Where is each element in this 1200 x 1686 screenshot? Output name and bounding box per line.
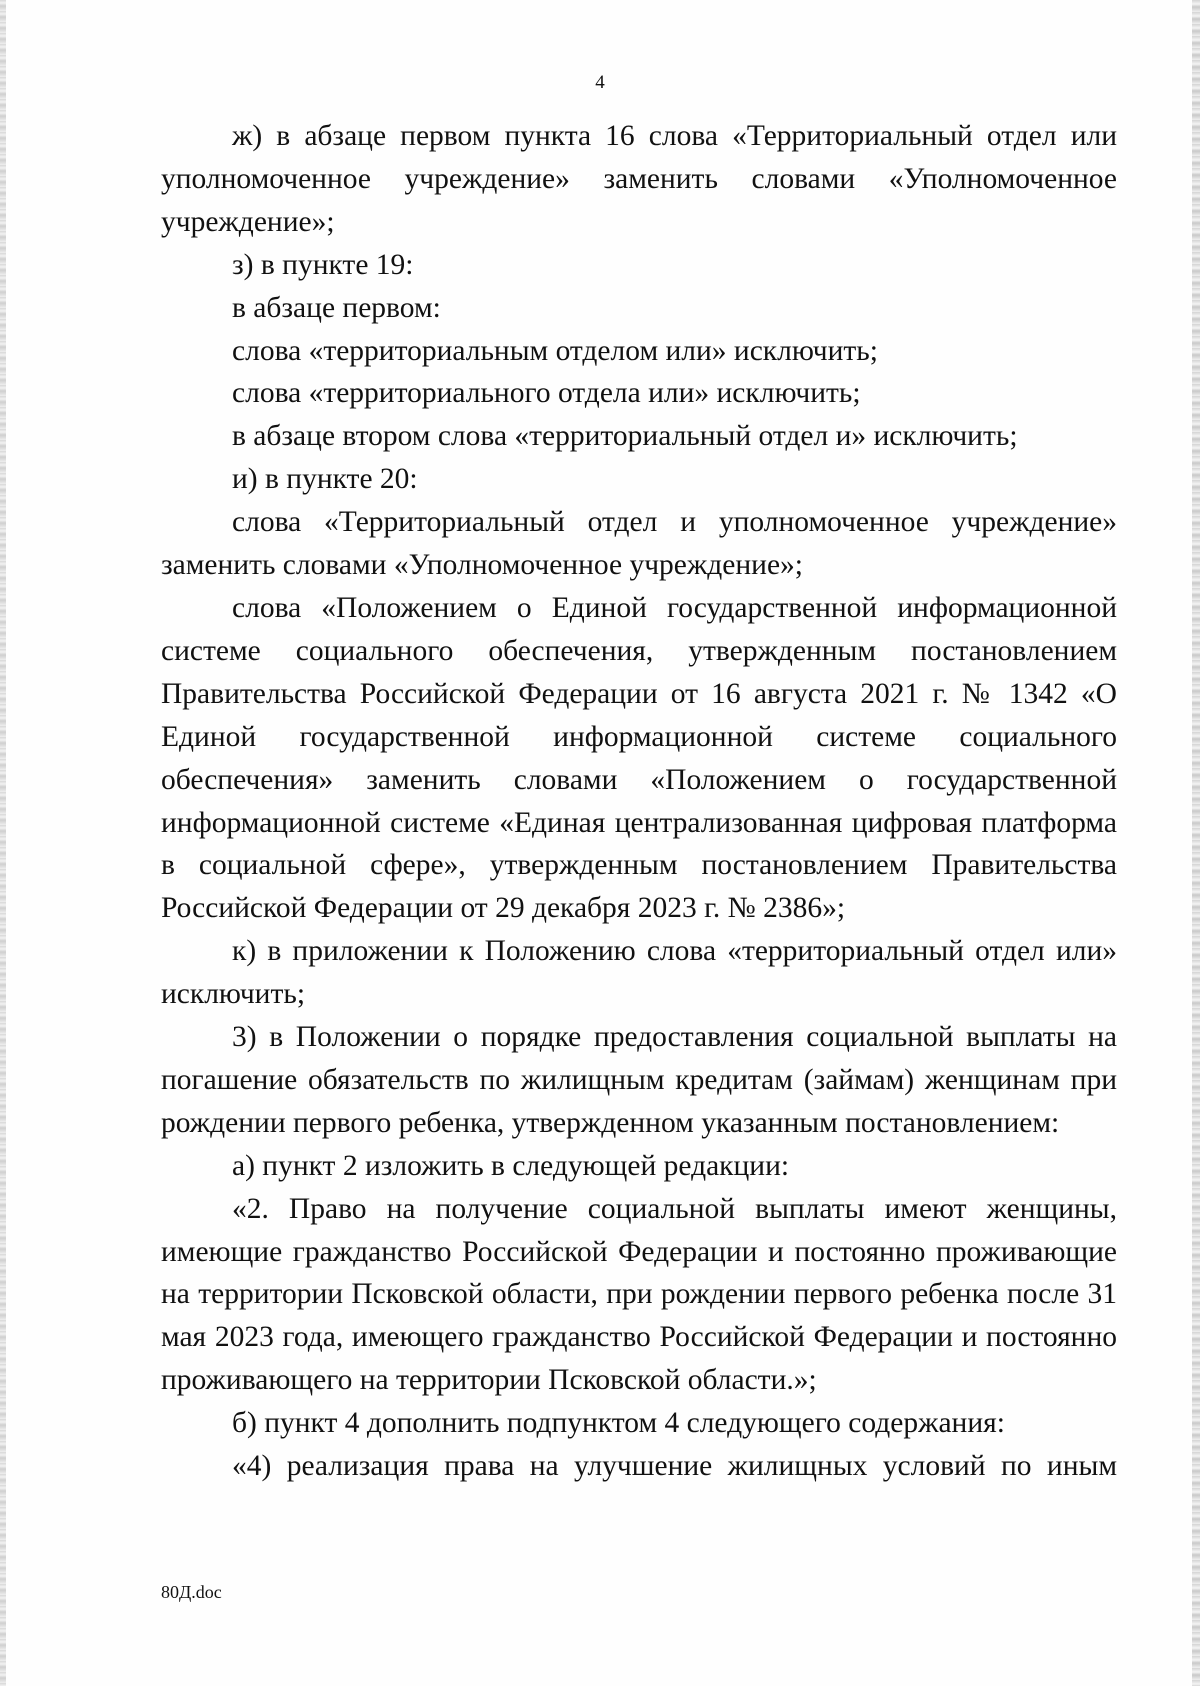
paragraph-second-abzac: в абзаце втором слова «территориальный отдел и» исключить; — [232, 420, 1018, 453]
scan-edge-left — [0, 0, 6, 1686]
paragraph-a: а) пункт 2 изложить в следующей редакции: — [232, 1149, 790, 1182]
paragraph-i: и) в пункте 20: — [232, 463, 418, 496]
paragraph-egisso: слова «Положением о Единой государственной информационной системе социального обеспечения, утвержденным постановлением Правительства Российской Федерации от 16 августа 2021 г. № 1342 «О Единой государственной информационной системе социального обеспечения» заменить словами «Положением о государственной информационной системе «Единая централизованная цифровая платформа в социальной сфере», утвержденным постановлением Правительства Российской Федерации от 29 декабря 2023 г. № 2386»; — [161, 591, 1117, 925]
paragraph-exclude-1: слова «территориальным отделом или» исключить; — [232, 334, 878, 367]
page-number: 4 — [595, 72, 605, 93]
paragraph-replace-words: слова «Территориальный отдел и уполномоченное учреждение» заменить словами «Уполномоченное учреждение»; — [161, 506, 1117, 582]
paragraph-first-abzac: в абзаце первом: — [232, 291, 441, 324]
paragraph-point-2: «2. Право на получение социальной выплаты имеют женщины, имеющие гражданство Российской Федерации и постоянно проживающие на территории Псковской области, при рождении первого ребенка после 31 мая 2023 года, имеющего гражданство Российской Федерации и постоянно проживающего на территории Псковской области.»; — [161, 1192, 1117, 1397]
paragraph-z: з) в пункте 19: — [232, 248, 414, 281]
footer-filename: 80Д.doc — [161, 1582, 222, 1602]
document-body — [161, 115, 1117, 1488]
paragraph-exclude-2: слова «территориального отдела или» исключить; — [232, 377, 861, 410]
paragraph-3: 3) в Положении о порядке предоставления социальной выплаты на погашение обязательств по жилищным кредитам (займам) женщинам при рождении первого ребенка, утвержденном указанным постановлением: — [161, 1021, 1117, 1139]
paragraph-k: к) в приложении к Положению слова «территориальный отдел или» исключить; — [161, 935, 1117, 1011]
scan-edge-right — [1192, 0, 1200, 1686]
paragraph-4: «4) реализация права на улучшение жилищных условий по иным — [232, 1450, 1117, 1483]
paragraph-b: б) пункт 4 дополнить подпунктом 4 следующего содержания: — [232, 1407, 1005, 1440]
paragraph-zh: ж) в абзаце первом пункта 16 слова «Территориальный отдел или уполномоченное учреждение» заменить словами «Уполномоченное учреждение»; — [161, 120, 1117, 238]
